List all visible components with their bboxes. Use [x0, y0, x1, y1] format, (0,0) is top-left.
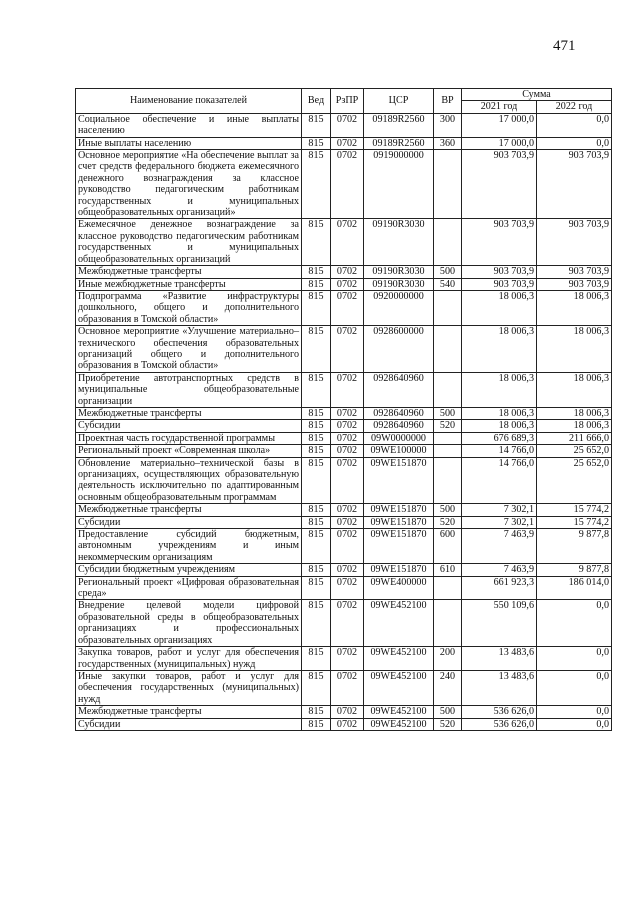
cell-2021: 18 006,3 [462, 407, 537, 419]
cell-ved: 815 [302, 326, 331, 373]
header-csr: ЦСР [364, 89, 434, 114]
table-row [76, 219, 612, 266]
cell-name: Закупка товаров, работ и услуг для обеспечения государственных (муниципальных) нужд [76, 647, 302, 671]
cell-rzpr: 0702 [331, 432, 364, 444]
cell-vr: 520 [434, 420, 462, 432]
header-rzpr: РзПР [331, 89, 364, 114]
cell-vr: 500 [434, 504, 462, 516]
header-row [76, 89, 612, 101]
cell-rzpr: 0702 [331, 457, 364, 504]
cell-name: Межбюджетные трансферты [76, 407, 302, 419]
cell-name: Проектная часть государственной программы [76, 432, 302, 444]
table-row [76, 420, 612, 432]
cell-csr: 09190R3030 [364, 278, 434, 290]
cell-csr: 0920000000 [364, 290, 434, 325]
table-row [76, 407, 612, 419]
cell-name: Предоставление субсидий бюджетным, автономным учреждениям и иным некоммерческим организациям [76, 529, 302, 564]
cell-vr: 500 [434, 407, 462, 419]
cell-csr: 0928600000 [364, 326, 434, 373]
cell-ved: 815 [302, 420, 331, 432]
cell-rzpr: 0702 [331, 564, 364, 576]
cell-2021: 13 483,6 [462, 670, 537, 705]
cell-name: Приобретение автотранспортных средств в муниципальные общеобразовательные организации [76, 372, 302, 407]
header-ved: Вед [302, 89, 331, 114]
table-row [76, 137, 612, 149]
cell-2022: 25 652,0 [537, 457, 612, 504]
cell-name: Иные закупки товаров, работ и услуг для обеспечения государственных (муниципальных) нужд [76, 670, 302, 705]
table-row [76, 150, 612, 219]
cell-vr: 520 [434, 718, 462, 730]
table-row [76, 670, 612, 705]
cell-name: Обновление материально–технической базы в организациях, осуществляющих образовательную деятельность исключительно по адаптированным основным общеобразовательным программам [76, 457, 302, 504]
table-row [76, 504, 612, 516]
cell-ved: 815 [302, 647, 331, 671]
cell-rzpr: 0702 [331, 706, 364, 718]
cell-rzpr: 0702 [331, 504, 364, 516]
cell-2022: 9 877,8 [537, 564, 612, 576]
cell-vr [434, 600, 462, 647]
cell-rzpr: 0702 [331, 278, 364, 290]
cell-2021: 536 626,0 [462, 718, 537, 730]
cell-ved: 815 [302, 137, 331, 149]
cell-csr: 09WE151870 [364, 516, 434, 528]
cell-2021: 18 006,3 [462, 420, 537, 432]
cell-rzpr: 0702 [331, 670, 364, 705]
cell-vr: 520 [434, 516, 462, 528]
cell-ved: 815 [302, 266, 331, 278]
cell-ved: 815 [302, 372, 331, 407]
cell-vr [434, 457, 462, 504]
table-row [76, 372, 612, 407]
cell-rzpr: 0702 [331, 266, 364, 278]
cell-csr: 09WE452100 [364, 670, 434, 705]
cell-ved: 815 [302, 504, 331, 516]
cell-2021: 7 302,1 [462, 504, 537, 516]
cell-name: Иные межбюджетные трансферты [76, 278, 302, 290]
cell-csr: 09WE400000 [364, 576, 434, 600]
cell-2021: 676 689,3 [462, 432, 537, 444]
cell-ved: 815 [302, 445, 331, 457]
cell-2022: 211 666,0 [537, 432, 612, 444]
cell-2021: 903 703,9 [462, 150, 537, 219]
table-row [76, 529, 612, 564]
table-row [76, 432, 612, 444]
cell-csr: 09189R2560 [364, 113, 434, 137]
cell-name: Иные выплаты населению [76, 137, 302, 149]
cell-rzpr: 0702 [331, 407, 364, 419]
cell-ved: 815 [302, 576, 331, 600]
cell-rzpr: 0702 [331, 137, 364, 149]
cell-ved: 815 [302, 718, 331, 730]
cell-ved: 815 [302, 564, 331, 576]
cell-2022: 18 006,3 [537, 420, 612, 432]
cell-rzpr: 0702 [331, 516, 364, 528]
cell-2021: 7 302,1 [462, 516, 537, 528]
cell-name: Социальное обеспечение и иные выплаты населению [76, 113, 302, 137]
table-row [76, 647, 612, 671]
cell-rzpr: 0702 [331, 600, 364, 647]
cell-vr: 240 [434, 670, 462, 705]
cell-vr [434, 445, 462, 457]
cell-2021: 18 006,3 [462, 372, 537, 407]
cell-csr: 09W0000000 [364, 432, 434, 444]
cell-2022: 9 877,8 [537, 529, 612, 564]
cell-rzpr: 0702 [331, 718, 364, 730]
cell-csr: 09WE452100 [364, 647, 434, 671]
cell-csr: 09190R3030 [364, 266, 434, 278]
cell-2022: 903 703,9 [537, 278, 612, 290]
cell-rzpr: 0702 [331, 647, 364, 671]
table-row [76, 113, 612, 137]
cell-rzpr: 0702 [331, 529, 364, 564]
table-row [76, 516, 612, 528]
cell-ved: 815 [302, 290, 331, 325]
table-row [76, 706, 612, 718]
cell-2022: 18 006,3 [537, 326, 612, 373]
table-row [76, 326, 612, 373]
cell-csr: 0928640960 [364, 372, 434, 407]
cell-csr: 09WE151870 [364, 504, 434, 516]
cell-rzpr: 0702 [331, 420, 364, 432]
cell-vr: 500 [434, 706, 462, 718]
cell-2022: 903 703,9 [537, 219, 612, 266]
cell-csr: 09WE151870 [364, 457, 434, 504]
cell-csr: 09WE151870 [364, 529, 434, 564]
cell-ved: 815 [302, 407, 331, 419]
cell-ved: 815 [302, 278, 331, 290]
cell-name: Региональный проект «Цифровая образовательная среда» [76, 576, 302, 600]
cell-vr: 300 [434, 113, 462, 137]
cell-rzpr: 0702 [331, 150, 364, 219]
cell-ved: 815 [302, 529, 331, 564]
cell-vr: 360 [434, 137, 462, 149]
header-name: Наименование показателей [76, 89, 302, 114]
cell-2022: 25 652,0 [537, 445, 612, 457]
cell-2021: 18 006,3 [462, 290, 537, 325]
cell-vr [434, 290, 462, 325]
cell-rzpr: 0702 [331, 372, 364, 407]
cell-2021: 17 000,0 [462, 137, 537, 149]
cell-ved: 815 [302, 670, 331, 705]
cell-vr [434, 372, 462, 407]
table-row [76, 576, 612, 600]
table-row [76, 718, 612, 730]
cell-2021: 18 006,3 [462, 326, 537, 373]
cell-name: Подпрограмма «Развитие инфраструктуры дошкольного, общего и дополнительного образования в Томской области» [76, 290, 302, 325]
cell-2022: 0,0 [537, 670, 612, 705]
header-2022: 2022 год [537, 101, 612, 113]
cell-name: Межбюджетные трансферты [76, 266, 302, 278]
cell-ved: 815 [302, 432, 331, 444]
cell-csr: 09WE452100 [364, 718, 434, 730]
cell-vr: 200 [434, 647, 462, 671]
cell-2021: 7 463,9 [462, 564, 537, 576]
cell-2022: 0,0 [537, 600, 612, 647]
cell-ved: 815 [302, 516, 331, 528]
cell-2022: 0,0 [537, 113, 612, 137]
page-number: 471 [553, 38, 576, 54]
cell-2022: 18 006,3 [537, 372, 612, 407]
table-row [76, 564, 612, 576]
cell-2022: 18 006,3 [537, 290, 612, 325]
cell-2022: 18 006,3 [537, 407, 612, 419]
cell-csr: 09WE100000 [364, 445, 434, 457]
table-row [76, 457, 612, 504]
cell-name: Основное мероприятие «Улучшение материально–технического обеспечения образовательных организаций общего и дополнительного образования в Томской области» [76, 326, 302, 373]
cell-2021: 903 703,9 [462, 266, 537, 278]
cell-csr: 09WE452100 [364, 600, 434, 647]
cell-2021: 661 923,3 [462, 576, 537, 600]
cell-2021: 13 483,6 [462, 647, 537, 671]
cell-csr: 0928640960 [364, 407, 434, 419]
cell-2021: 536 626,0 [462, 706, 537, 718]
cell-csr: 09WE151870 [364, 564, 434, 576]
cell-2022: 0,0 [537, 718, 612, 730]
cell-csr: 0919000000 [364, 150, 434, 219]
cell-2022: 0,0 [537, 647, 612, 671]
cell-csr: 09WE452100 [364, 706, 434, 718]
cell-name: Субсидии [76, 420, 302, 432]
cell-vr [434, 576, 462, 600]
budget-table [75, 88, 612, 731]
cell-name: Субсидии [76, 718, 302, 730]
table-row [76, 445, 612, 457]
cell-2022: 0,0 [537, 706, 612, 718]
cell-rzpr: 0702 [331, 326, 364, 373]
cell-ved: 815 [302, 600, 331, 647]
cell-2022: 903 703,9 [537, 266, 612, 278]
cell-2022: 0,0 [537, 137, 612, 149]
cell-2021: 903 703,9 [462, 278, 537, 290]
cell-ved: 815 [302, 150, 331, 219]
cell-vr: 500 [434, 266, 462, 278]
cell-rzpr: 0702 [331, 445, 364, 457]
cell-csr: 0928640960 [364, 420, 434, 432]
cell-2021: 14 766,0 [462, 445, 537, 457]
table-row [76, 266, 612, 278]
cell-name: Региональный проект «Современная школа» [76, 445, 302, 457]
cell-ved: 815 [302, 457, 331, 504]
cell-vr [434, 432, 462, 444]
header-2021: 2021 год [462, 101, 537, 113]
cell-name: Субсидии бюджетным учреждениям [76, 564, 302, 576]
cell-2021: 550 109,6 [462, 600, 537, 647]
cell-vr: 610 [434, 564, 462, 576]
cell-rzpr: 0702 [331, 113, 364, 137]
cell-2021: 14 766,0 [462, 457, 537, 504]
cell-csr: 09189R2560 [364, 137, 434, 149]
cell-name: Межбюджетные трансферты [76, 706, 302, 718]
cell-name: Ежемесячное денежное вознаграждение за классное руководство педагогическим работникам государственных и муниципальных общеобразовательных организаций [76, 219, 302, 266]
header-sum: Сумма [462, 89, 612, 101]
cell-2022: 903 703,9 [537, 150, 612, 219]
table-row [76, 278, 612, 290]
cell-ved: 815 [302, 219, 331, 266]
cell-2022: 15 774,2 [537, 504, 612, 516]
cell-2022: 15 774,2 [537, 516, 612, 528]
table-row [76, 290, 612, 325]
cell-vr [434, 150, 462, 219]
cell-name: Основное мероприятие «На обеспечение выплат за счет средств федерального бюджета ежемесячного денежного вознаграждения за классное руководство педагогическим работникам государственных и муниципальных общеобразовательных организаций» [76, 150, 302, 219]
cell-vr: 600 [434, 529, 462, 564]
cell-rzpr: 0702 [331, 290, 364, 325]
cell-name: Субсидии [76, 516, 302, 528]
cell-name: Межбюджетные трансферты [76, 504, 302, 516]
cell-ved: 815 [302, 706, 331, 718]
cell-vr: 540 [434, 278, 462, 290]
cell-2022: 186 014,0 [537, 576, 612, 600]
cell-name: Внедрение целевой модели цифровой образовательной среды в общеобразовательных организациях и профессиональных образовательных организациях [76, 600, 302, 647]
cell-2021: 17 000,0 [462, 113, 537, 137]
cell-rzpr: 0702 [331, 219, 364, 266]
cell-ved: 815 [302, 113, 331, 137]
cell-csr: 09190R3030 [364, 219, 434, 266]
header-vr: ВР [434, 89, 462, 114]
cell-2021: 903 703,9 [462, 219, 537, 266]
table-row [76, 600, 612, 647]
cell-vr [434, 326, 462, 373]
cell-vr [434, 219, 462, 266]
table-body [76, 113, 612, 730]
cell-rzpr: 0702 [331, 576, 364, 600]
cell-2021: 7 463,9 [462, 529, 537, 564]
